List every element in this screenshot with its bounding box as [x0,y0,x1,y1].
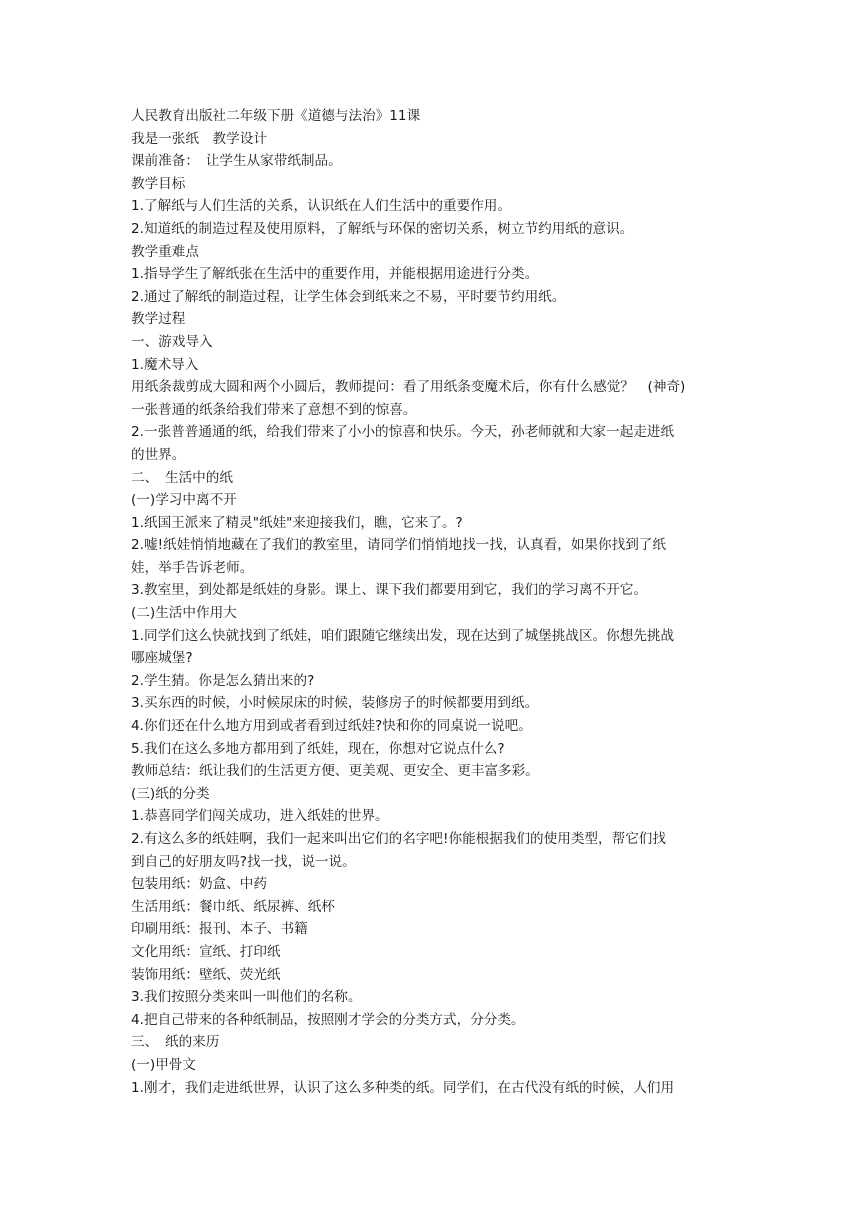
text-line: 1.指导学生了解纸张在生活中的重要作用，并能根据用途进行分类。 [131,266,539,283]
text-line: 一、游戏导入 [131,333,213,350]
text-line: 人民教育出版社二年级下册《道德与法治》11课 [131,108,421,124]
text-line: 1.了解纸与人们生活的关系，认识纸在人们生活中的重要作用。 [131,198,511,215]
text-line: 哪座城堡? [131,650,193,667]
text-line: 4.把自己带来的各种纸制品，按照刚才学会的分类方式，分分类。 [131,1011,525,1028]
text-line: 1.恭喜同学们闯关成功，进入纸娃的世界。 [131,808,389,825]
text-line: 装饰用纸：壁纸、荧光纸 [131,966,281,983]
text-line: 1.刚才，我们走进纸世界，认识了这么多种类的纸。同学们，在古代没有纸的时候，人们用 [131,1079,675,1096]
text-line: 4.你们还在什么地方用到或者看到过纸娃?快和你的同桌说一说吧。 [131,718,532,735]
text-line: 娃，举手告诉老师。 [131,559,254,576]
text-line: 三、 纸的来历 [131,1034,220,1051]
text-line: 2.有这么多的纸娃啊，我们一起来叫出它们的名字吧!你能根据我们的使用类型，帮它们找 [131,831,666,847]
text-line: 2.一张普普通通的纸，给我们带来了小小的惊喜和快乐。今天，孙老师就和大家一起走进纸 [131,424,675,441]
document-page [131,105,733,1099]
text-line: 5.我们在这么多地方都用到了纸娃，现在，你想对它说点什么? [131,740,505,757]
text-line: 2.嘘!纸娃悄悄地藏在了我们的教室里，请同学们悄悄地找一找，认真看，如果你找到了纸 [131,537,666,554]
text-line: 文化用纸：宣纸、打印纸 [131,943,281,960]
text-line: 印刷用纸：报刊、本子、书籍 [131,921,308,938]
text-line: (一)甲骨文 [131,1056,196,1073]
text-line: 2.知道纸的制造过程及使用原料，了解纸与环保的密切关系，树立节约用纸的意识。 [131,220,634,237]
text-line: 的世界。 [131,446,186,463]
text-line: 3.教室里，到处都是纸娃的身影。课上、课下我们都要用到它，我们的学习离不开它。 [131,582,647,599]
text-line: 1.同学们这么快就找到了纸娃，咱们跟随它继续出发，现在达到了城堡挑战区。你想先挑战 [131,627,675,644]
text-line: 2.学生猜。你是怎么猜出来的? [131,672,315,689]
text-line: (二)生活中作用大 [131,605,237,622]
text-line: 教学重难点 [131,243,199,260]
text-line: 二、 生活中的纸 [131,469,233,486]
text-line: 1.魔术导入 [131,356,199,373]
text-line: 教学过程 [131,311,186,328]
text-line: (三)纸的分类 [131,785,210,802]
text-line: 3.我们按照分类来叫一叫他们的名称。 [131,989,362,1006]
text-line: 一张普通的纸条给我们带来了意想不到的惊喜。 [131,401,417,418]
text-line: 我是一张纸 教学设计 [131,130,267,147]
text-line: 到自己的好朋友吗?找一找，说一说。 [131,853,356,870]
text-line: 包装用纸：奶盒、中药 [131,876,267,893]
text-line: 2.通过了解纸的制造过程，让学生体会到纸来之不易，平时要节约用纸。 [131,288,566,305]
text-line: 3.买东西的时候，小时候尿床的时候，装修房子的时候都要用到纸。 [131,695,539,712]
text-line: 教师总结：纸让我们的生活更方便、更美观、更安全、更丰富多彩。 [131,763,539,780]
text-line: 1.纸国王派来了精灵"纸娃"来迎接我们，瞧，它来了。? [131,514,463,531]
text-line: (一)学习中离不开 [131,492,237,509]
text-line: 课前准备： 让学生从家带纸制品。 [131,153,342,170]
text-line: 教学目标 [131,175,186,192]
text-line: 用纸条裁剪成大圆和两个小圆后，教师提问：看了用纸条变魔术后，你有什么感觉？ (神奇) [131,379,686,396]
text-line: 生活用纸：餐巾纸、纸尿裤、纸杯 [131,898,335,915]
